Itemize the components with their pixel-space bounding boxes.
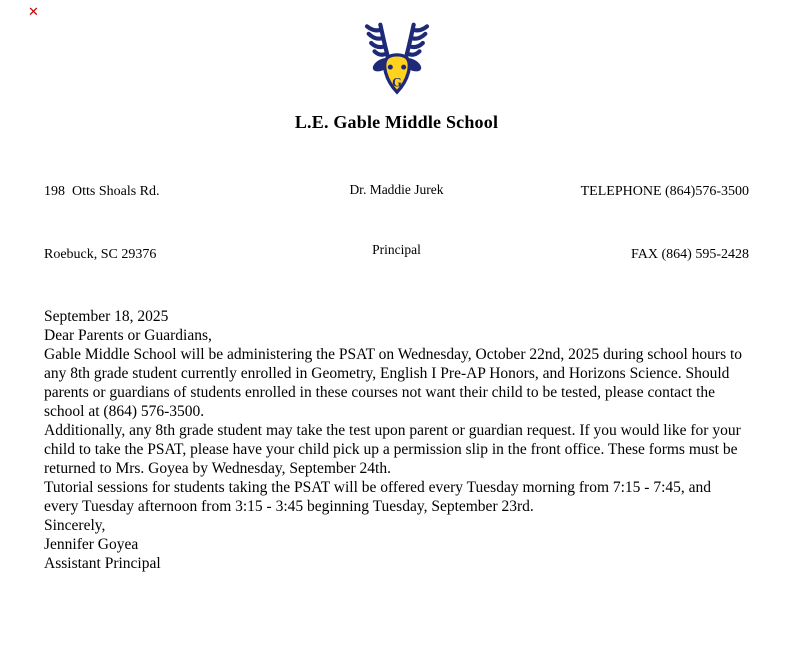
address-line-1: 198 Otts Shoals Rd. xyxy=(44,184,160,199)
salutation: Dear Parents or Guardians, xyxy=(44,327,212,344)
principal-name: Dr. Maddie Jurek xyxy=(349,181,444,197)
letterhead xyxy=(0,139,793,307)
fax-line: FAX (864) 595-2428 xyxy=(631,247,749,262)
paragraph: Tutorial sessions for students taking the PSAT will be offered every Tuesday morning from 7:15 - 7:45, and every Tuesday afternoon from 3:15 - 3:45 beginning Tuesday, September 23rd. xyxy=(44,479,712,515)
school-name: L.E. Gable Middle School xyxy=(294,112,499,132)
principal-block xyxy=(279,139,514,307)
paragraph: Gable Middle School will be administering the PSAT on Wednesday, October 22nd, 2025 during school hours to any 8th grade student currently enrolled in Geometry, English I Pre-AP Honors, and Horizons Science. Should parents or guardians of students enrolled in these courses not want their child to be tested, please contact the school at (864) 576-3500. xyxy=(44,346,743,420)
closing: Sincerely, xyxy=(44,517,106,534)
svg-text:G: G xyxy=(391,75,402,90)
paragraph: Additionally, any 8th grade student may take the test upon parent or guardian request. If you would like for your child to take the PSAT, please have your child pick up a permission slip in the front office. These forms must be returned to Mrs. Goyea by Wednesday, September 24th. xyxy=(44,422,741,477)
principal-title: Principal xyxy=(372,242,421,258)
telephone-line: TELEPHONE (864)576-3500 xyxy=(580,184,749,199)
school-address xyxy=(44,139,279,307)
letter-date: September 18, 2025 xyxy=(44,308,169,325)
contact-block xyxy=(514,139,749,307)
school-logo xyxy=(0,0,793,108)
close-icon[interactable]: ✕ xyxy=(28,5,39,20)
address-line-2: Roebuck, SC 29376 xyxy=(44,247,157,262)
letter-body xyxy=(0,307,793,573)
signature-title: Assistant Principal xyxy=(44,555,161,572)
stag-head-icon xyxy=(347,12,447,104)
signature-name: Jennifer Goyea xyxy=(44,536,139,553)
